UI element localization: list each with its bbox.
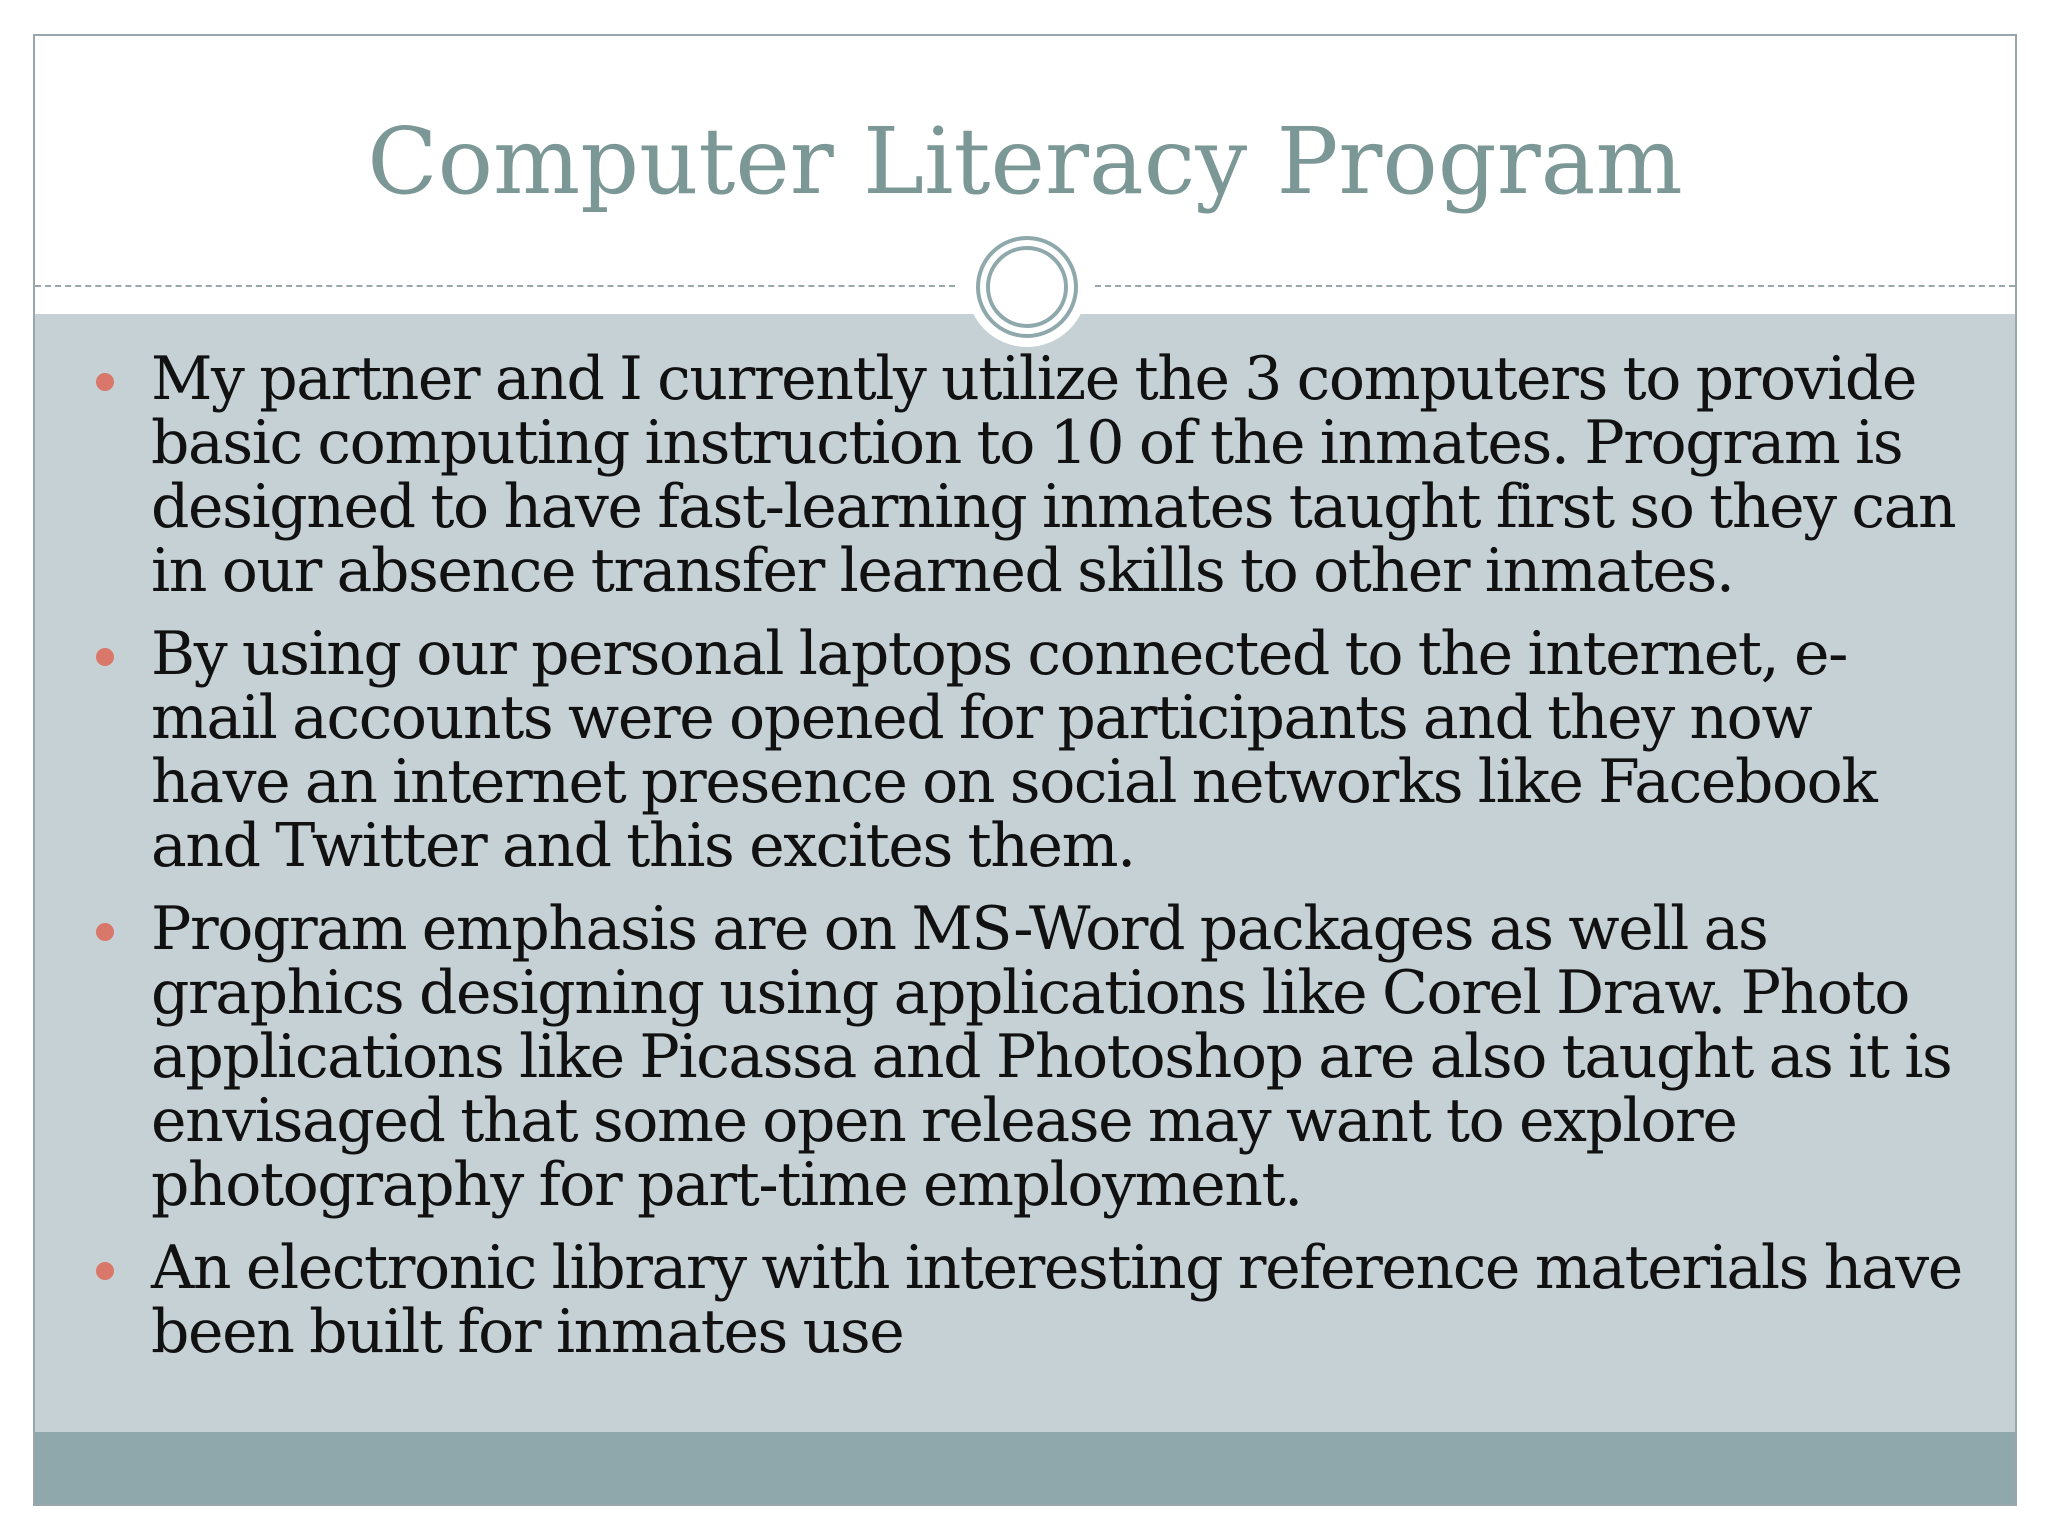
footer-band (35, 1432, 2015, 1504)
bullet-item (35, 619, 2015, 881)
bullet-dot-icon (96, 923, 114, 941)
bullet-text: An electronic library with interesting reference materials have been built for inmates use (151, 1233, 1962, 1367)
double-circle-icon (976, 236, 1078, 338)
bullet-text: By using our personal laptops connected to the internet, e-mail accounts were opened for participants and they now have an internet presence on social networks like Facebook and Twitter and this excites them. (151, 619, 1877, 881)
bullet-item (35, 894, 2015, 1220)
bullet-item (35, 344, 2015, 606)
bullet-item (35, 1233, 2015, 1367)
slide-title: Computer Literacy Program (367, 108, 1683, 215)
bullet-text: Program emphasis are on MS-Word packages as well as graphics designing using applications like Corel Draw. Photo applications like Picassa and Photoshop are also taught as it is envisaged that some open release may want to explore photography for part-time employment. (151, 894, 1952, 1220)
title-divider-left (35, 285, 955, 287)
bullet-text: My partner and I currently utilize the 3 computers to provide basic computing instruction to 10 of the inmates. Program is designed to have fast-learning inmates taught first so they can in our absence transfer learned skills to other inmates. (151, 344, 1956, 606)
bullet-dot-icon (96, 648, 114, 666)
title-divider-right (1095, 285, 2015, 287)
bullet-list (35, 344, 2015, 1383)
slide (33, 34, 2017, 1506)
bullet-dot-icon (96, 373, 114, 391)
bullet-dot-icon (96, 1262, 114, 1280)
